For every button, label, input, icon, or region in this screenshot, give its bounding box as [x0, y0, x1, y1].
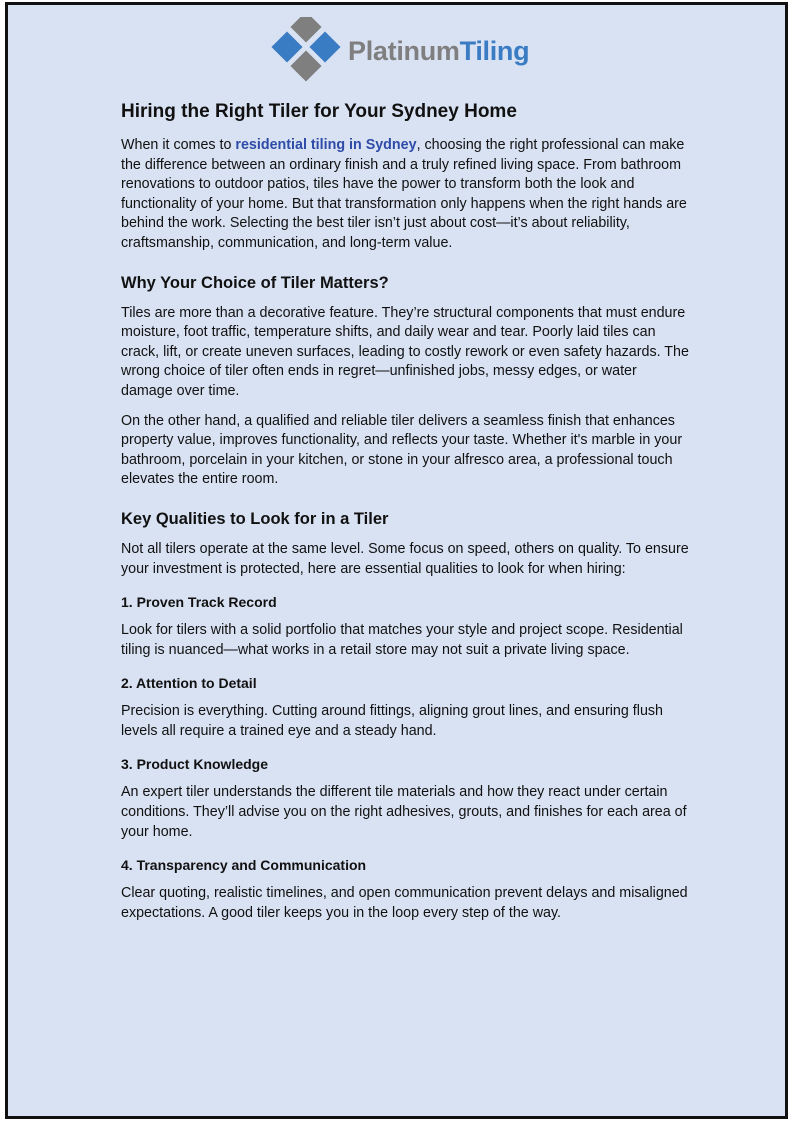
intro-text-end: , choosing the right professional can make the difference between an ordinary finish and a truly refined living space. From bathroom renovations to outdoor patios, tiles have the power to transform both the look and functionality of your home. But that transformation only happens when the right hands are behind the work. Selecting the best tiler isn’t just about cost—it’s about reliability, craftsmanship, communication, and long-term value. — [121, 137, 687, 251]
section1-paragraph: On the other hand, a qualified and reliable tiler delivers a seamless finish that enhances property value, improves functionality, and reflects your taste. Whether it's marble in your bathroom, porcelain in your kitchen, or stone in your alfresco area, a professional touch elevates the entire room. — [121, 412, 683, 488]
article-body — [121, 98, 691, 933]
platinum-tiling-logo[interactable] — [270, 17, 560, 89]
quality-text-transparency: Clear quoting, realistic timelines, and open communication prevent delays and misaligned expectations. A good tiler keeps you in the loop every step of the way. — [121, 885, 688, 921]
logo-wordmark — [348, 35, 529, 67]
logo-word-tiling: Tiling — [459, 36, 530, 66]
quality-heading-transparency: 4. Transparency and Communication — [121, 857, 367, 874]
quality-heading-product-knowledge: 3. Product Knowledge — [121, 756, 269, 773]
quality-text-track-record: Look for tilers with a solid portfolio that matches your style and project scope. Residential tiling is nuanced—what works in a retail store may not suit a private living space. — [121, 622, 683, 658]
diamond-tiles-icon — [270, 17, 346, 89]
section-heading-key-qualities: Key Qualities to Look for in a Tiler — [121, 509, 389, 528]
section1-paragraph: Tiles are more than a decorative feature. They’re structural components that must endure moisture, foot traffic, temperature shifts, and daily wear and tear. Poorly laid tiles can crack, lift, or create uneven surfaces, leading to costly rework or even safety hazards. The wrong choice of tiler often ends in regret—unfinished jobs, messy edges, or water damage over time. — [121, 304, 689, 399]
intro-paragraph — [121, 136, 691, 254]
intro-text-start: When it comes to — [121, 137, 236, 153]
residential-tiling-link[interactable]: residential tiling in Sydney — [235, 137, 417, 153]
section2-intro: Not all tilers operate at the same level. Some focus on speed, others on quality. To ensure your investment is protected, here are essential qualities to look for when hiring: — [121, 540, 689, 577]
section-heading-why-choice-matters: Why Your Choice of Tiler Matters? — [121, 273, 389, 292]
article-title: Hiring the Right Tiler for Your Sydney Home — [121, 101, 517, 122]
quality-text-product-knowledge: An expert tiler understands the different tile materials and how they react under certain conditions. They’ll advise you on the right adhesives, grouts, and finishes for each area of your home. — [121, 784, 687, 840]
quality-heading-attention-detail: 2. Attention to Detail — [121, 675, 257, 692]
logo-word-platinum: Platinum — [348, 36, 460, 66]
quality-heading-track-record: 1. Proven Track Record — [121, 594, 277, 611]
document-page — [5, 2, 788, 1119]
quality-text-attention-detail: Precision is everything. Cutting around fittings, aligning grout lines, and ensuring flush levels all require a trained eye and a steady hand. — [121, 703, 664, 739]
